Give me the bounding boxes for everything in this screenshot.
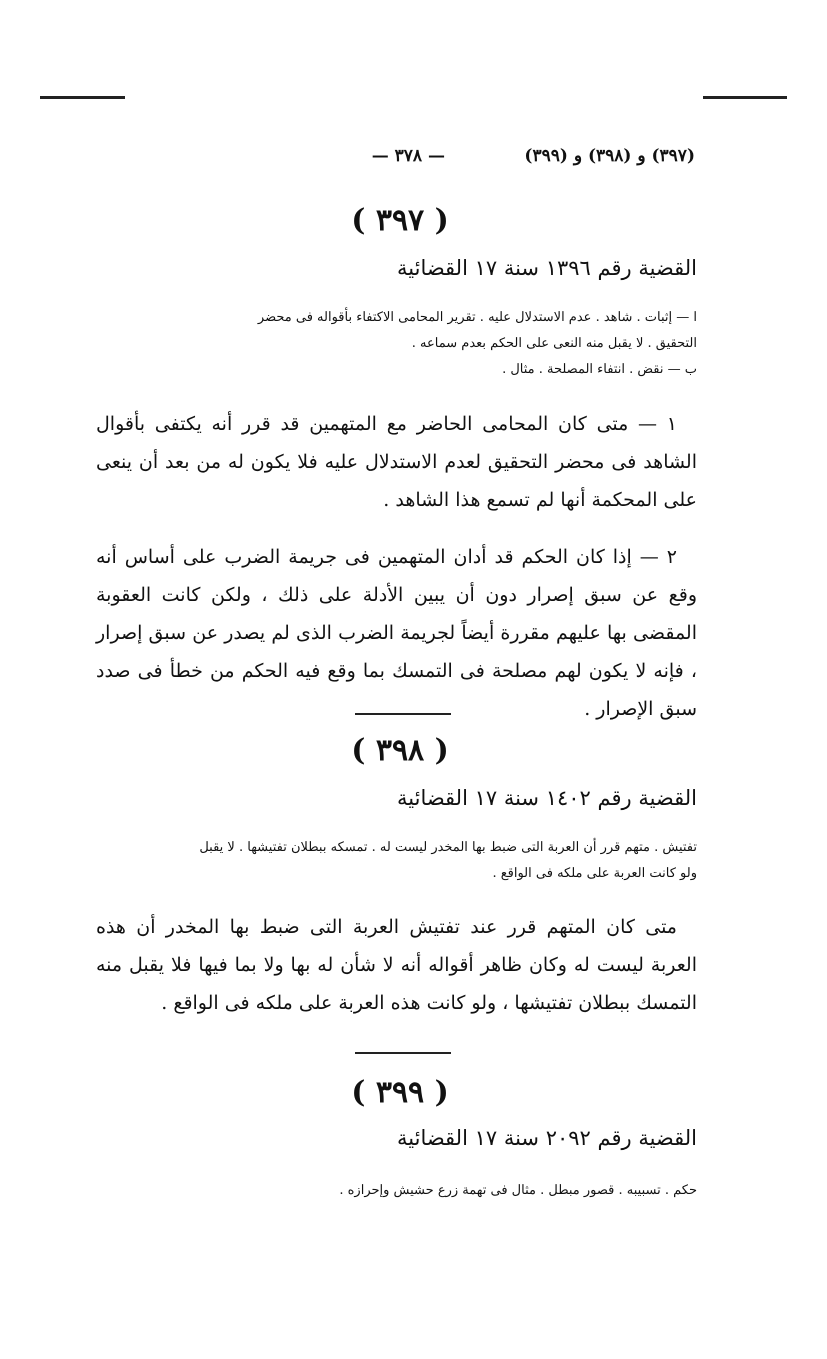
running-head-cases: (٣٩٧) و (٣٩٨) و (٣٩٩) <box>524 146 695 166</box>
summary-line: ا — إثبات . شاهد . عدم الاستدلال عليه . تقرير المحامى الاكتفاء بأقواله فى محضر <box>257 310 697 325</box>
top-rule-right <box>703 96 787 99</box>
section-divider <box>355 1052 451 1054</box>
page-number: — ٣٧٨ — <box>371 146 445 166</box>
summary-line: حكم . تسبيبه . قصور مبطل . مثال فى تهمة زرع حشيش وإحرازه . <box>339 1183 697 1198</box>
case-title: القضية رقم ١٣٩٦ سنة ١٧ القضائية <box>397 256 697 280</box>
case-summary <box>96 835 697 887</box>
summary-line: تفتيش . متهم قرر أن العربة التى ضبط بها المخدر ليست له . تمسكه ببطلان تفتيشها . لا يقبل <box>199 840 697 855</box>
running-head <box>330 146 695 172</box>
case-number: ( ٣٩٨ ) <box>351 733 449 768</box>
top-rule-left <box>40 96 125 99</box>
case-summary <box>96 305 697 383</box>
summary-line: ب — نقض . انتفاء المصلحة . مثال . <box>502 362 697 377</box>
case-summary <box>96 1178 697 1204</box>
case-title: القضية رقم ٢٠٩٢ سنة ١٧ القضائية <box>397 1126 697 1150</box>
case-paragraph <box>96 538 697 728</box>
summary-line: ولو كانت العربة على ملكه فى الواقع . <box>492 866 697 881</box>
case-paragraph <box>96 405 697 519</box>
case-paragraph <box>96 908 697 1022</box>
summary-line: التحقيق . لا يقبل منه النعى على الحكم بعدم سماعه . <box>411 336 697 351</box>
paragraph-text: ٢ — إذا كان الحكم قد أدان المتهمين فى جريمة الضرب على أساس أنه وقع عن سبق إصرار دون أن يبين الأدلة على ذلك ، ولكن كانت العقوبة المقضى بها عليهم مقررة أيضاً لجريمة الضرب الذى لم يصدر عن سبق إصرار ، فإنه لا يكون لهم مصلحة فى التمسك بما وقع فيه الحكم من خطأ فى صدد سبق الإصرار . <box>96 546 697 720</box>
paragraph-text: ١ — متى كان المحامى الحاضر مع المتهمين قد قرر أنه يكتفى بأقوال الشاهد فى محضر التحقيق لعدم الاستدلال عليه فلا يكون له من بعد أن ينعى على المحكمة أنها لم تسمع هذا الشاهد . <box>96 413 697 511</box>
case-number: ( ٣٩٧ ) <box>351 203 449 238</box>
paragraph-text: متى كان المتهم قرر عند تفتيش العربة التى ضبط بها المخدر أن هذه العربة ليست له وكان ظاهر أقواله أنه لا شأن له بها ولا بما فيها فلا يقبل منه التمسك ببطلان تفتيشها ، ولو كانت هذه العربة على ملكه فى الواقع . <box>96 916 697 1014</box>
case-number: ( ٣٩٩ ) <box>351 1075 449 1110</box>
section-divider <box>355 713 451 715</box>
case-title: القضية رقم ١٤٠٢ سنة ١٧ القضائية <box>397 786 697 810</box>
